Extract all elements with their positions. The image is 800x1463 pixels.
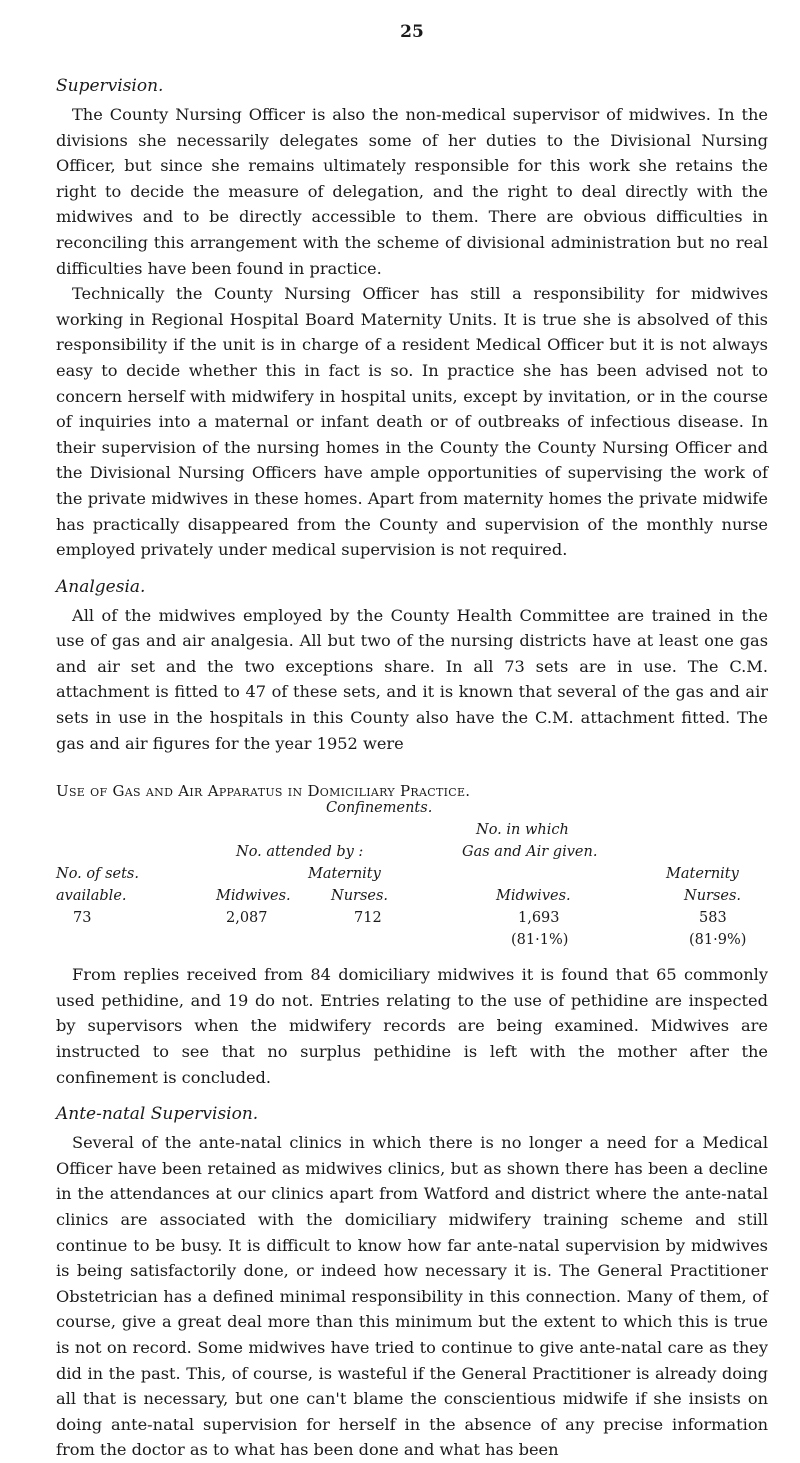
section-antenatal [56,1104,768,1463]
attended-midwives-label: Midwives. [216,888,291,905]
gas-nurses-value: 583 [699,910,727,927]
section-supervision [56,76,768,563]
col-sets-line1: No. of sets. [56,866,139,883]
sets-value: 73 [73,910,92,927]
gas-maternity-label: Maternity [666,866,739,883]
in-which-line2: Gas and Air given. [462,844,598,861]
attended-midwives-value: 2,087 [226,910,268,927]
gas-air-table [56,800,768,962]
supervision-paragraph-1: The County Nursing Officer is also the non-medical supervisor of midwives. In the divisions she necessarily delegates some of her duties to the Divisional Nursing Officer, but since she remains ultimately responsible for this work she retains the right to decide the measure of delegation, and the right to deal directly with the midwives and to be directly accessible to them. There are obvious difficulties in reconciling this arrangement with the scheme of divisional administration but no real difficulties have been found in practice. [56,105,768,278]
gas-nurses-label: Nurses. [684,888,742,905]
document-page [56,22,768,1463]
attended-label: No. attended by : [236,844,364,861]
heading-antenatal: Ante-natal Supervision. [56,1104,259,1125]
analgesia-paragraph: All of the midwives employed by the County Health Committee are trained in the use of gas and air analgesia. All but two of the nursing districts have at least one gas and air set and the two exceptions share. In all 73 sets are in use. The C.M. attachment is fitted to 47 of these sets, and it is known that several of the gas and air sets in use in the hospitals in this County also have the C.M. attachment fitted. The gas and air figures for the year 1952 were [56,605,768,753]
attended-maternity-label: Maternity [308,866,381,883]
antenatal-paragraph: Several of the ante-natal clinics in which there is no longer a need for a Medical Officer have been retained as midwives clinics, but as shown there has been a decline in the attendances at our clinics apart from Watford and district where the ante-natal clinics are associated with the domiciliary midwifery training scheme and still continue to be busy. It is difficult to know how far ante-natal supervision by midwives is being satisfactorily done, or indeed how necessary it is. The General Practitioner Obstetrician has a defined minimal responsibility in this connection. Many of them, of course, give a great deal more than this minimum but the extent to which this is true is not on record. Some midwives have tried to continue to give ante-natal care as they did in the past. This, of course, is wasteful if the General Practitioner is already doing all that is necessary, but one can't blame the conscientious midwife if she insists on doing ante-natal supervision for herself in the absence of any precise information from the doctor as to what has been done and what has been [56,1133,768,1460]
heading-supervision: Supervision. [56,76,164,96]
page-number: 25 [400,22,424,42]
table-title: Use of Gas and Air Apparatus in Domiciliary Practice. [56,782,471,801]
section-analgesia [56,577,768,1091]
attended-nurses-value: 712 [354,910,382,927]
gas-midwives-value: 1,693 [518,910,560,927]
gas-nurses-percent: (81·9%) [689,932,747,949]
in-which-line1: No. in which [476,822,569,839]
col-sets-line2: available. [56,888,127,905]
confinements-label: Confinements. [326,800,433,817]
gas-midwives-percent: (81·1%) [511,932,569,949]
heading-analgesia: Analgesia. [56,576,146,597]
supervision-paragraph-2: Technically the County Nursing Officer has still a responsibility for midwives working in Regional Hospital Board Maternity Units. It is true she is absolved of this responsibility if the unit is in charge of a resident Medical Officer but it is not always easy to decide whether this in fact is so. In practice she has been advised not to concern herself with midwifery in hospital units, except by invitation, or in the course of inquiries into a maternal or infant death or of outbreaks of infectious disease. In their supervision of the nursing homes in the County the County Nursing Officer and the Divisional Nursing Officers have ample opportunities of supervising the work of the private midwives in these homes. Apart from maternity homes the private midwife has practically disappeared from the County and supervision of the monthly nurse employed privately under medical supervision is not required. [56,284,768,560]
pethidine-paragraph: From replies received from 84 domiciliary midwives it is found that 65 commonly used pethidine, and 19 do not. Entries relating to the use of pethidine are inspected by supervisors when the midwifery records are being examined. Midwives are instructed to see that no surplus pethidine is left with the mother after the confinement is concluded. [56,965,768,1087]
attended-nurses-label: Nurses. [331,888,389,905]
gas-midwives-label: Midwives. [496,888,571,905]
